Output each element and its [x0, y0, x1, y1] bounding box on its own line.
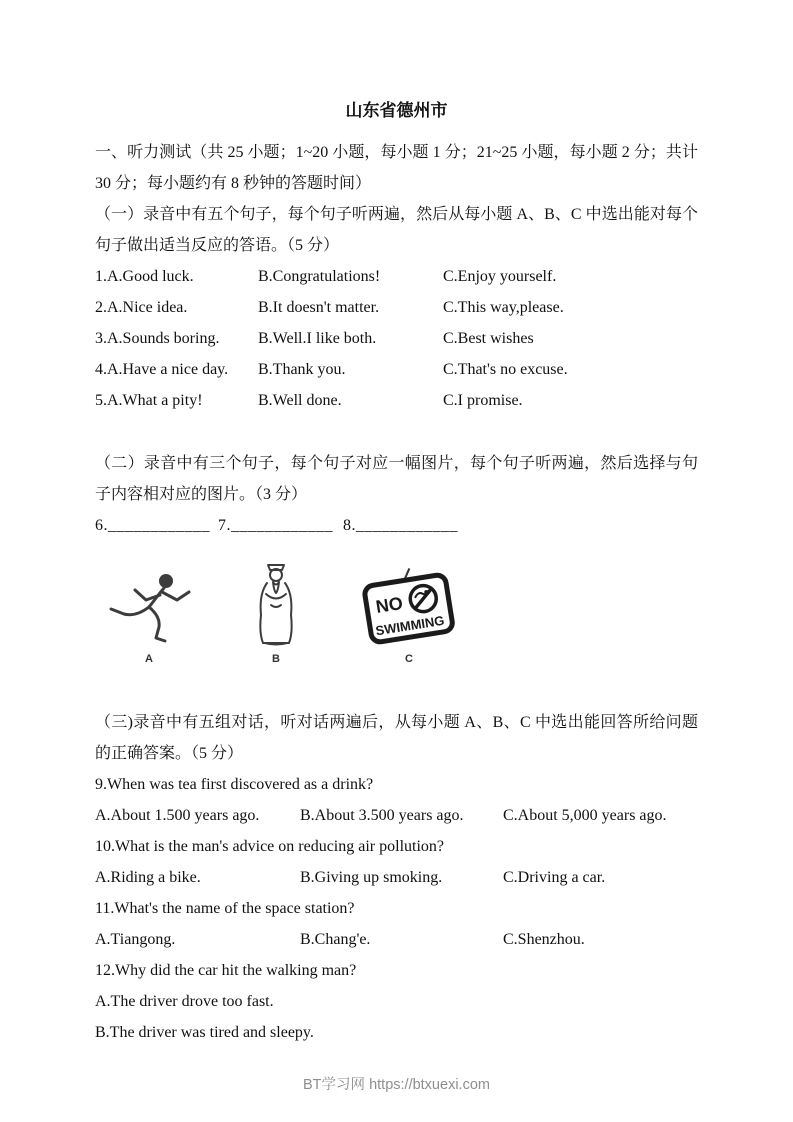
picture-option-b	[241, 559, 311, 665]
picture-option-c	[357, 565, 461, 665]
q2-option-b: B.It doesn't matter.	[258, 299, 380, 316]
picture-option-a	[99, 569, 199, 665]
question-10-options	[95, 862, 698, 893]
question-9: 9.When was tea first discovered as a drink?	[95, 776, 374, 793]
picture-label-b: B	[272, 653, 280, 665]
picture-label-a: A	[145, 653, 153, 665]
q5-option-b: B.Well done.	[258, 392, 342, 409]
q3-option-b: B.Well.I like both.	[258, 330, 377, 347]
question-5-row	[95, 385, 698, 416]
question-2-row	[95, 292, 698, 323]
page-title: 山东省德州市	[345, 101, 448, 120]
q4-option-a: 4.A.Have a nice day.	[95, 361, 229, 378]
q5-option-c: C.I promise.	[443, 392, 523, 409]
q11-option-a: A.Tiangong.	[95, 931, 176, 948]
ancient-scholar-icon	[247, 559, 305, 647]
question-10: 10.What is the man's advice on reducing air pollution?	[95, 838, 445, 855]
sign-text-no: NO	[374, 593, 405, 617]
q9-option-c: C.About 5,000 years ago.	[503, 807, 667, 824]
q11-option-b: B.Chang'e.	[300, 931, 371, 948]
no-swimming-sign-icon	[361, 565, 457, 647]
listening-section-heading: 一、听力测试（共 25 小题；1~20 小题，每小题 1 分；21~25 小题，每小题 2 分；共计 30 分；每小题约有 8 秒钟的答题时间）	[95, 144, 698, 192]
q4-option-b: B.Thank you.	[258, 361, 346, 378]
question-3-row	[95, 323, 698, 354]
q11-option-c: C.Shenzhou.	[503, 931, 585, 948]
q10-option-b: B.Giving up smoking.	[300, 869, 443, 886]
q1-option-a: 1.A.Good luck.	[95, 268, 194, 285]
q10-option-a: A.Riding a bike.	[95, 869, 201, 886]
q3-option-c: C.Best wishes	[443, 330, 534, 347]
q9-option-a: A.About 1.500 years ago.	[95, 807, 260, 824]
q1-option-c: C.Enjoy yourself.	[443, 268, 557, 285]
question-12: 12.Why did the car hit the walking man?	[95, 962, 357, 979]
question-1-row	[95, 261, 698, 292]
q5-option-a: 5.A.What a pity!	[95, 392, 203, 409]
question-11-options	[95, 924, 698, 955]
q2-option-a: 2.A.Nice idea.	[95, 299, 188, 316]
picture-label-c: C	[405, 653, 413, 665]
blank-question-8: 8.____________	[343, 517, 458, 534]
blank-question-6: 6.____________	[95, 517, 210, 534]
q4-option-c: C.That's no excuse.	[443, 361, 568, 378]
sprinter-runner-icon	[102, 569, 197, 647]
part1-instructions: （一）录音中有五个句子，每个句子听两遍，然后从每小题 A、B、C 中选出能对每个句子做出适当反应的答语。（5 分）	[95, 206, 698, 254]
picture-options-row	[99, 559, 698, 665]
question-11: 11.What's the name of the space station?	[95, 900, 355, 917]
q1-option-b: B.Congratulations!	[258, 268, 381, 285]
part3-instructions: （三)录音中有五组对话，听对话两遍后，从每小题 A、B、C 中选出能回答所给问题的正确答案。（5 分）	[95, 714, 698, 762]
q3-option-a: 3.A.Sounds boring.	[95, 330, 220, 347]
question-9-options	[95, 800, 698, 831]
answer-blanks-row	[95, 510, 698, 541]
q2-option-c: C.This way,please.	[443, 299, 564, 316]
question-4-row	[95, 354, 698, 385]
q12-option-b: B.The driver was tired and sleepy.	[95, 1024, 314, 1041]
sign-text-swimming: SWIMMING	[374, 612, 446, 639]
site-watermark-footer: BT学习网 https://btxuexi.com	[303, 1077, 490, 1093]
part2-instructions: （二）录音中有三个句子，每个句子对应一幅图片，每个句子听两遍，然后选择与句子内容相对应的图片。（3 分）	[95, 455, 698, 503]
q12-option-a: A.The driver drove too fast.	[95, 993, 274, 1010]
q10-option-c: C.Driving a car.	[503, 869, 606, 886]
q9-option-b: B.About 3.500 years ago.	[300, 807, 464, 824]
blank-question-7: 7.____________	[218, 517, 333, 534]
